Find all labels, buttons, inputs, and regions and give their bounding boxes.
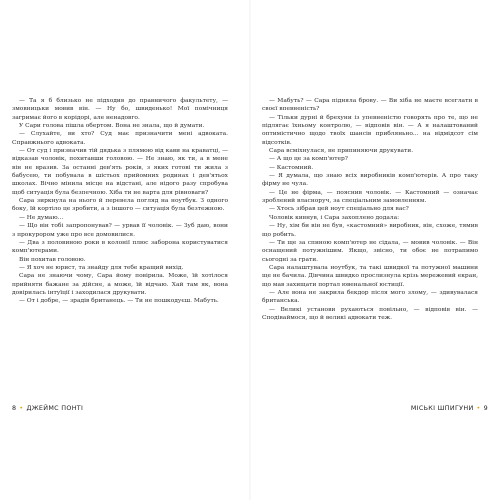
running-head-author: ДЖЕЙМС ПОНТІ	[26, 404, 84, 412]
left-page-number: 8	[12, 404, 17, 412]
paragraph: — Слухайте, ви хто? Суд має призначити мені адвоката. Справжнього адвоката.	[12, 131, 228, 146]
paragraph: — Тільки дурні й брехуни із упевненістю говорять про те, що не підлягає їхньому контролю, — відповів він. — А я налаштований оптимістично щодо твоїх шансів прибляньно... на відмідсот сім відсотків.	[262, 114, 478, 146]
left-page-footer	[12, 404, 83, 412]
paragraph: — Мабуть? — Сара підняла брову. — Ви хіба не маєте всеглатн в своєї впевненість?	[262, 98, 478, 113]
running-head-title: МІСЬКІ ШПИГУНИ	[410, 404, 474, 412]
paragraph: Він похитав головою.	[19, 256, 86, 263]
paragraph: — Не думаю...	[19, 214, 64, 221]
paragraph: — От і добре, — зрадів британець. — Ти не пошкодуєш. Мабуть.	[19, 298, 219, 305]
paragraph: — Але вона не закрила бекдор після мого злому, — здивувалася британська.	[262, 289, 478, 305]
paragraph: — Хтось зібрав цей ноут спеціально для вас?	[269, 206, 409, 213]
paragraph: — Великі установи рухаються повільно, — відповів він. — Сподіваймося, що й великі адвокати теж.	[262, 306, 478, 321]
paragraph: Чоловік кивнув, і Сара захоплено додала:	[269, 214, 400, 221]
paragraph: У Сари голова пішла обертом. Вона не знала, що й думати.	[19, 123, 205, 130]
left-footer-separator: •	[19, 404, 24, 412]
paragraph: — Кастомний.	[269, 164, 314, 171]
paragraph: — От суд і призначив тій дядька з плямою від кави на краватці, — відказав чоловік, похитавши головою. — Не знаю, як ти, а в мене він не вразив. За останні дев'ять років, з яких готові ти жила з бабусею, ти побувала в шістьох прийомних родинах і дев'ятьох школах. Вічно мінила місце на відстані, але нідого разу спробува щоб ситуація була безпечною. Хіба ти не варта для рівноваги?	[12, 148, 228, 196]
right-page-footer	[411, 404, 488, 412]
paragraph: — Ти ще за спиною комп'ютер не сідала, — мовив чоловік. — Він оснащений потужнішим. Якщо, звісно, ти обоє не потрапимо сьогодні за грати.	[262, 239, 478, 263]
paragraph: — Та я б близько не підходив до правничого факультету, — змовницьки мовив він. — Ну бо, швиденько! Мої помічниця загримає його в корідорі, але ненадовго.	[12, 98, 228, 121]
paragraph: — Що він тобі запропонував? — урвав її чоловік. — Зуб даю, вони з прокурором уже про все домовилися.	[12, 223, 228, 238]
paragraph: Сара налаштувала ноутбук, та такі швидкої та потужної машини ще не бачила. Дівчина швидко прослизнула крізь мережевий екран, що мав захищати портал ювенальної юстиції.	[262, 264, 478, 288]
paragraph: Сара не знаючи чому, Сара йому повірила. Може, їй хотілося прийняти бажане за дійсне, а може, їй відчаю. Хай там як, вона довірилась інтуїції і заходилася друкувати.	[12, 273, 228, 296]
paragraph: — Це не фірма, — пояснив чоловік. — Кастомний — означає зроблений власноруч, за спеціальним замовленням.	[262, 189, 478, 205]
left-page	[12, 97, 228, 306]
paragraph: — А що це за комп'ютер?	[269, 156, 348, 163]
paragraph: — Я думала, що знаю всіх виробників комп'ютерів. А про таку фірму не чула.	[262, 173, 478, 188]
paragraph: Сара зиркнула на нього й перевела погляд на ноутбук. З одного боку, їй кортіло це зробити, а з іншого — ситуація була безтежною.	[12, 198, 228, 213]
right-page-number: 9	[483, 404, 488, 412]
right-footer-separator: •	[476, 404, 481, 412]
book-gutter	[249, 0, 251, 500]
paragraph: — Ну, хім би він не був, «кастомний» виробник, він, схоже, тямив що робить.	[262, 223, 478, 238]
paragraph: — Я хоч не юрист, та знайду для тебе кращий вихід.	[19, 264, 184, 271]
right-page	[262, 97, 478, 322]
paragraph: — Два з половиною роки в колонії плюс заборона користуватися комп'ютерами.	[12, 239, 228, 255]
paragraph: Сара всміхнулася, не припиняючи друкувати.	[269, 148, 414, 155]
